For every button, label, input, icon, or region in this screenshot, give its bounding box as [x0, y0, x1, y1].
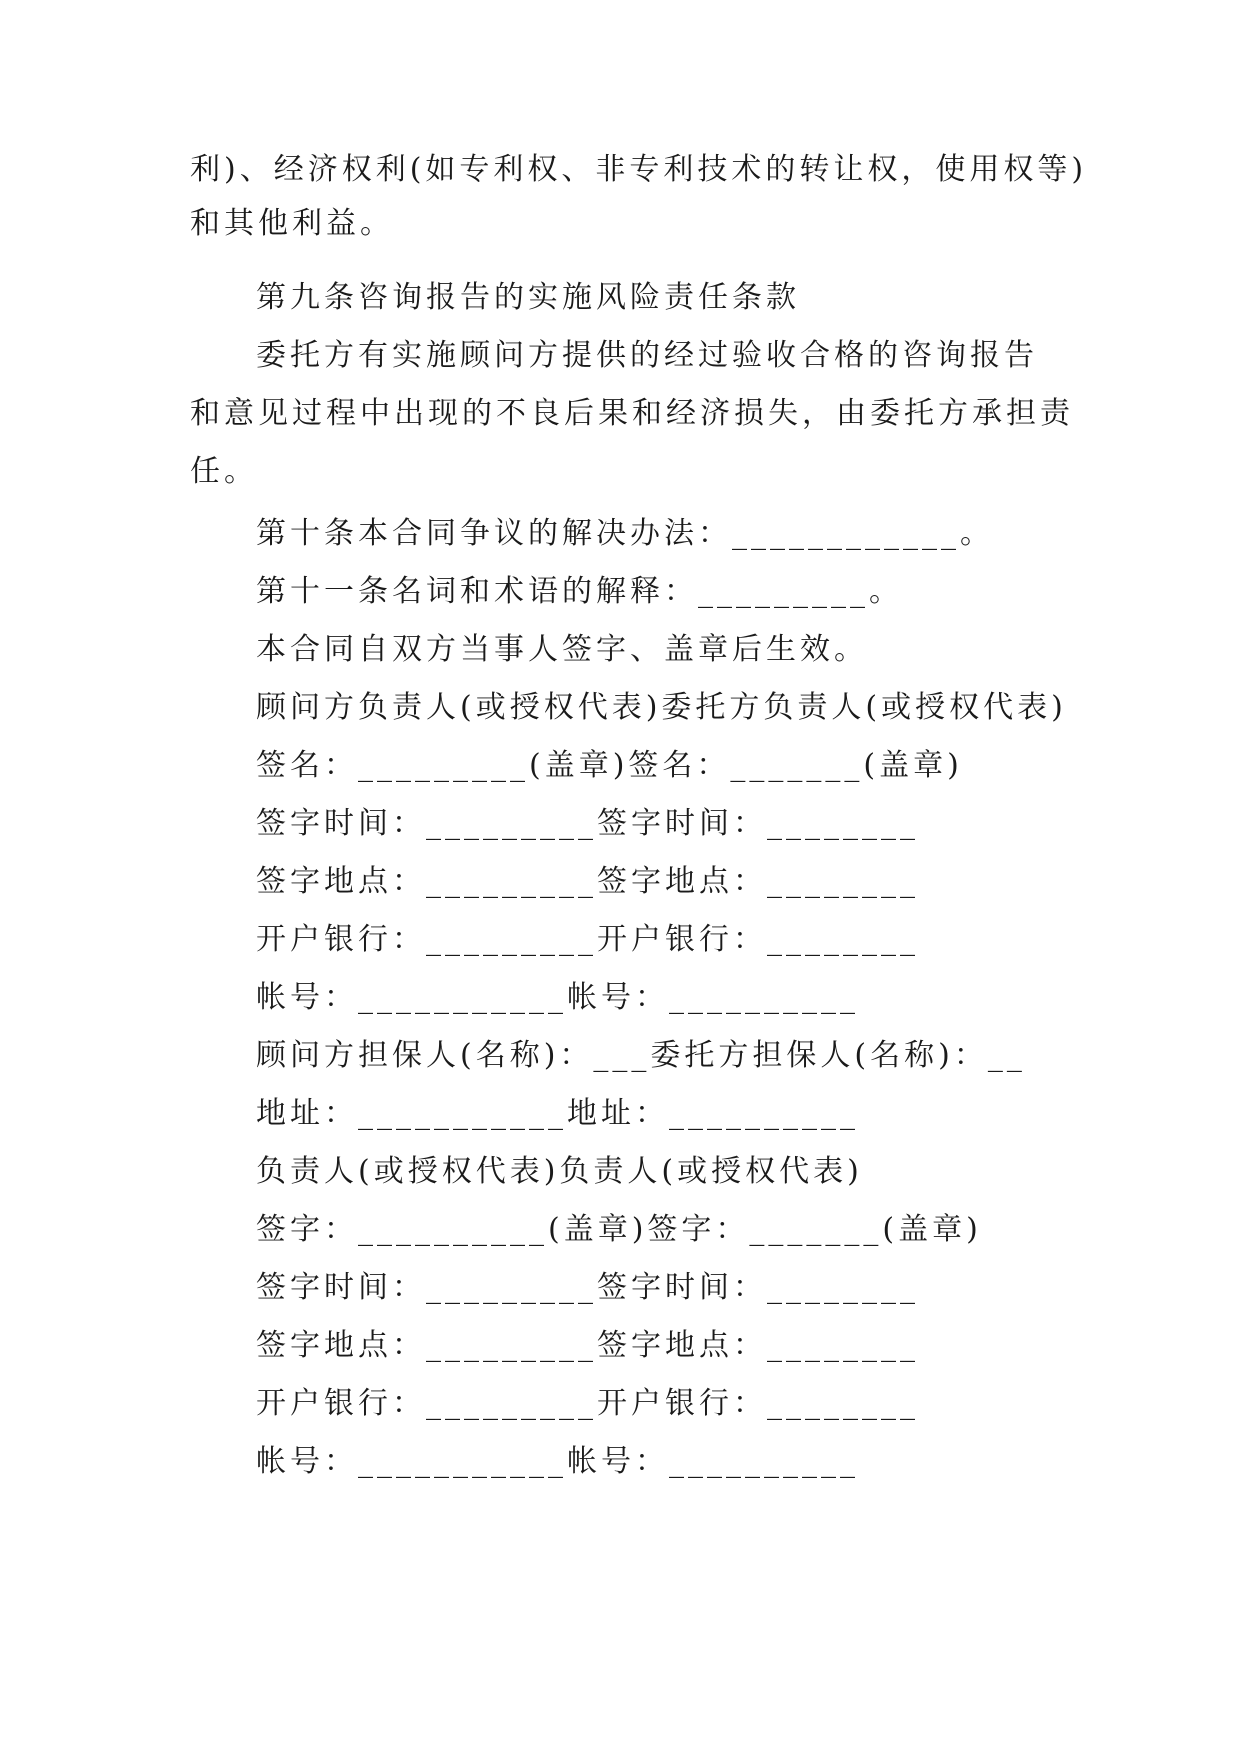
bank-line: 开户银行：_________开户银行：________ — [256, 922, 919, 957]
guarantor-heading: 顾问方担保人(名称)：___委托方担保人(名称)：__ — [256, 1038, 1026, 1073]
guarantor-bank-line: 开户银行：_________开户银行：________ — [256, 1386, 919, 1421]
signature-line: 签名：_________(盖章)签名：_______(盖章) — [256, 748, 963, 783]
guarantor-account-line: 帐号：___________帐号：__________ — [256, 1444, 859, 1479]
account-line: 帐号：___________帐号：__________ — [256, 980, 859, 1015]
signing-time-line: 签字时间：_________签字时间：________ — [256, 806, 919, 841]
paragraph-line: 利)、经济权利(如专利权、非专利技术的转让权，使用权等) — [190, 152, 1088, 187]
effective-clause: 本合同自双方当事人签字、盖章后生效。 — [256, 632, 868, 667]
guarantor-signing-place-line: 签字地点：_________签字地点：________ — [256, 1328, 919, 1363]
address-line: 地址：___________地址：__________ — [256, 1096, 859, 1131]
guarantor-signature-line: 签字：__________(盖章)签字：_______(盖章) — [256, 1212, 982, 1247]
guarantor-signing-time-line: 签字时间：_________签字时间：________ — [256, 1270, 919, 1305]
dispute-clause: 第十条本合同争议的解决办法：____________。 — [256, 516, 994, 551]
paragraph-line: 委托方有实施顾问方提供的经过验收合格的咨询报告 — [256, 338, 1038, 373]
signatory-heading: 顾问方负责人(或授权代表)委托方负责人(或授权代表) — [256, 690, 1067, 725]
paragraph-line: 任。 — [190, 454, 258, 489]
paragraph-line: 和其他利益。 — [190, 206, 394, 241]
paragraph-line: 和意见过程中出现的不良后果和经济损失，由委托方承担责 — [190, 396, 1074, 431]
article-heading: 第九条咨询报告的实施风险责任条款 — [256, 280, 800, 315]
guarantor-representative-line: 负责人(或授权代表)负责人(或授权代表) — [256, 1154, 863, 1189]
signing-place-line: 签字地点：_________签字地点：________ — [256, 864, 919, 899]
terms-clause: 第十一条名词和术语的解释：_________。 — [256, 574, 903, 609]
